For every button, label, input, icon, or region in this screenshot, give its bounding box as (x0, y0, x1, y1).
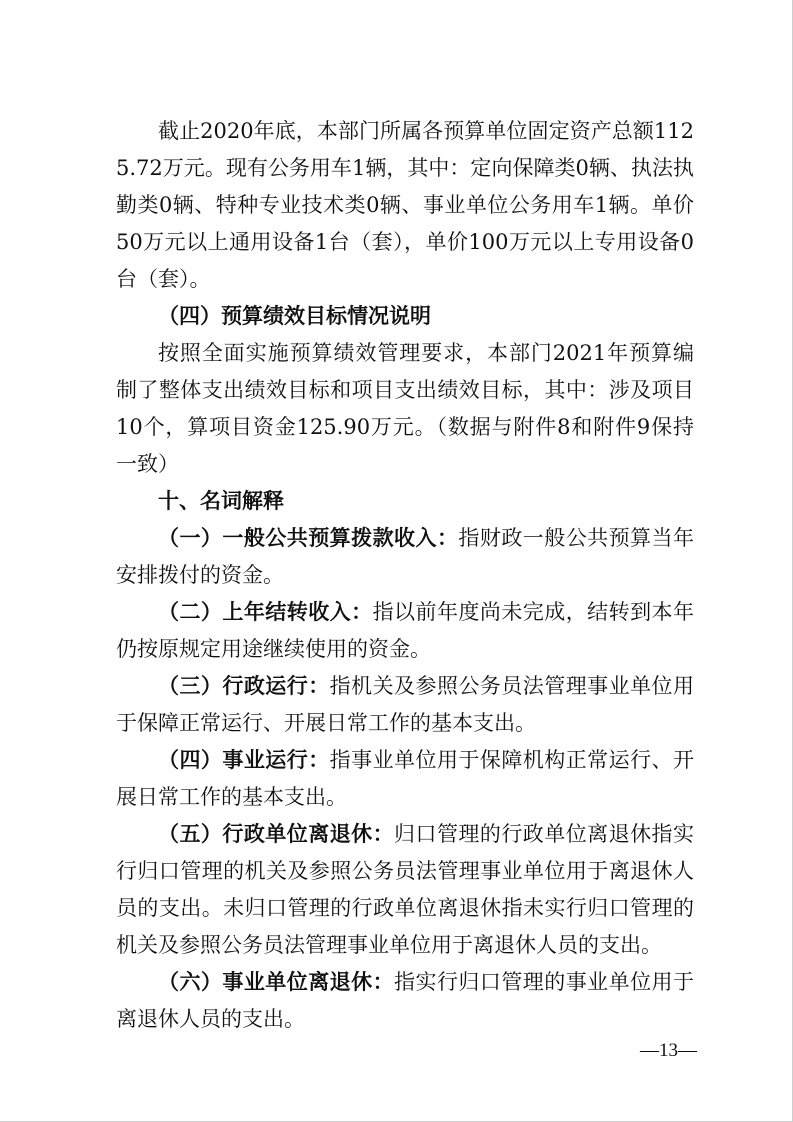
glossary-item (116, 594, 694, 668)
glossary-term: （五）行政单位离退休： (158, 822, 395, 846)
glossary-term: （四）事业运行： (158, 748, 330, 772)
glossary-item (116, 964, 694, 1038)
glossary-term: （六）事业单位离退休： (158, 970, 395, 994)
assets-paragraph: 截止2020年底，本部门所属各预算单位固定资产总额1125.72万元。现有公务用车1辆，其中：定向保障类0辆、执法执勤类0辆、特种专业技术类0辆、事业单位公务用车1辆。单价50万元以上通用设备1台（套），单价100万元以上专用设备0台（套）。 (116, 119, 694, 291)
performance-paragraph: 按照全面实施预算绩效管理要求，本部门2021年预算编制了整体支出绩效目标和项目支出绩效目标，其中：涉及项目10个，算项目资金125.90万元。（数据与附件8和附件9保持一致） (116, 341, 694, 476)
glossary-item (116, 520, 694, 594)
glossary-definition: 指财政一般公共预算当年安排拨付的资金。 (116, 526, 695, 587)
glossary-definition: 指事业单位用于保障机构正常运行、开展日常工作的基本支出。 (116, 748, 695, 809)
page-number: —13— (640, 1040, 697, 1061)
glossary-definition: 指实行归口管理的事业单位用于离退休人员的支出。 (116, 970, 695, 1031)
glossary-definition: 指机关及参照公务员法管理事业单位用于保障正常运行、开展日常工作的基本支出。 (116, 674, 695, 735)
document-body (116, 113, 694, 1038)
performance-heading: （四）预算绩效目标情况说明 (158, 304, 431, 328)
glossary-term: （一）一般公共预算拨款收入： (158, 526, 459, 550)
glossary-heading: 十、名词解释 (158, 489, 284, 513)
glossary-term: （三）行政运行： (158, 674, 330, 698)
glossary-item (116, 742, 694, 816)
glossary-item (116, 816, 694, 964)
glossary-item (116, 668, 694, 742)
glossary-definition: 指以前年度尚未完成，结转到本年仍按原规定用途继续使用的资金。 (116, 600, 695, 661)
glossary-term: （二）上年结转收入： (158, 600, 373, 624)
glossary-definition: 归口管理的行政单位离退休指实行归口管理的机关及参照公务员法管理事业单位用于离退休人员的支出。未归口管理的行政单位离退休指未实行归口管理的机关及参照公务员法管理事业单位用于离退休人员的支出。 (116, 822, 695, 957)
